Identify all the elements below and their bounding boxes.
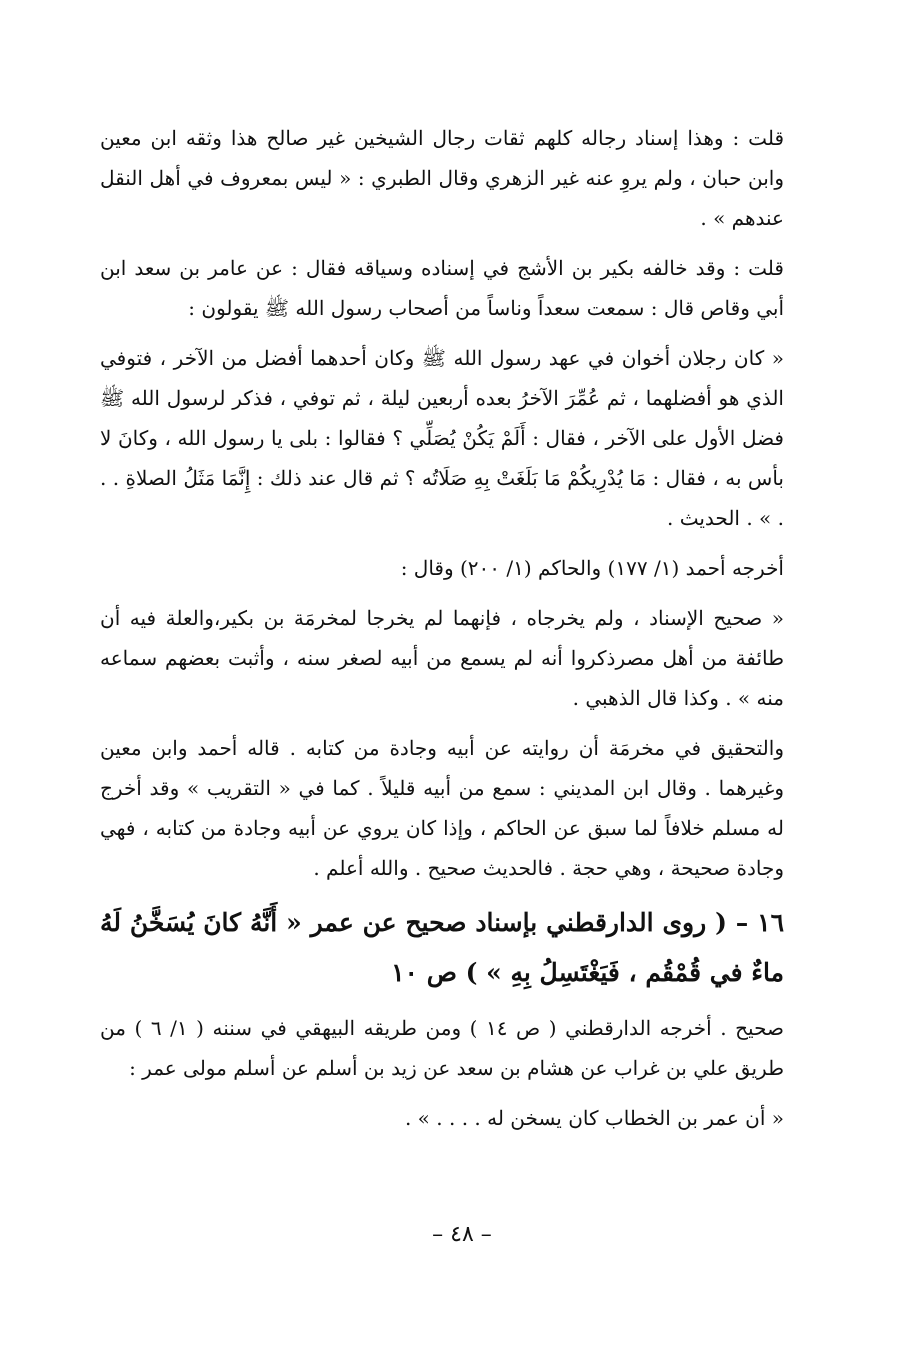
paragraph-hadith-16: ١٦ – ( روى الدارقطني بإسناد صحيح عن عمر « أَنَّهُ كانَ يُسَخَّنُ لَهُ ماءٌ في قُمْقُم ، فَيَغْتَسِلُ بِهِ » ) ص ١٠ xyxy=(100,908,784,987)
paragraph-umar-quote: « أن عمر بن الخطاب كان يسخن له . . . . » . xyxy=(404,1106,784,1130)
paragraph-takhrij: أخرجه أحمد (١/ ١٧٧) والحاكم (١/ ٢٠٠) وقال : xyxy=(400,556,784,580)
paragraph-tahqiq: والتحقيق في مخرمَة أن روايته عن أبيه وجادة من كتابه . قاله أحمد وابن معين وغيرهما . وقال ابن المديني : سمع من أبيه قليلاً . كما في « التقريب » وقد أخرج له مسلم خلافاً لما سبق عن الحاكم ، وإذا كان يروي عن أبيه وجادة من كتابه ، فهي وجادة صحيحة ، وهي حجة . فالحديث صحيح . والله أعلم . xyxy=(100,736,784,880)
paragraph-bukayr-note: قلت : وقد خالفه بكير بن الأشج في إسناده وسياقه فقال : عن عامر بن سعد ابن أبي وقاص قال : سمعت سعداً وناساً من أصحاب رسول الله ﷺ يقولون : xyxy=(100,256,784,320)
paragraph-hakim-quote: « صحيح الإسناد ، ولم يخرجاه ، فإنهما لم يخرجا لمخرمَة بن بكير،والعلة فيه أن طائفة من أهل مصرذكروا أنه لم يسمع من أبيه لصغر سنه ، وأثبت بعضهم سماعه منه » . وكذا قال الذهبي . xyxy=(100,606,784,710)
paragraph-hadith-text: « كان رجلان أخوان في عهد رسول الله ﷺ وكان أحدهما أفضل من الآخر ، فتوفي الذي هو أفضلهما ، ثم عُمِّرَ الآخرُ بعده أربعين ليلة ، ثم توفي ، فذكر لرسول الله ﷺ فضل الأول على الآخر ، فقال : أَلَمْ يَكُنْ يُصَلِّي ؟ فقالوا : بلى يا رسول الله ، وكانَ لا بأس به ، فقال : مَا يُدْرِيكُمْ مَا بَلَغَتْ بِهِ صَلَاتُه ؟ ثم قال عند ذلك : إِنَّمَا مَثَلُ الصلاةِ . . . » . الحديث . xyxy=(100,346,784,530)
paragraph-daraqutni: صحيح . أخرجه الدارقطني ( ص ١٤ ) ومن طريقه البيهقي في سننه ( ١/ ٦ ) من طريق علي بن غراب عن هشام بن سعد عن زيد بن أسلم عن أسلم مولى عمر : xyxy=(100,1016,784,1080)
paragraph-isnad-note: قلت : وهذا إسناد رجاله كلهم ثقات رجال الشيخين غير صالح هذا وثقه ابن معين وابن حبان ، ولم يروِ عنه غير الزهري وقال الطبري : « ليس بمعروف في أهل النقل عندهم » . xyxy=(100,126,785,230)
page-number: – ٤٨ – xyxy=(432,1222,492,1247)
page-body xyxy=(100,118,784,1148)
